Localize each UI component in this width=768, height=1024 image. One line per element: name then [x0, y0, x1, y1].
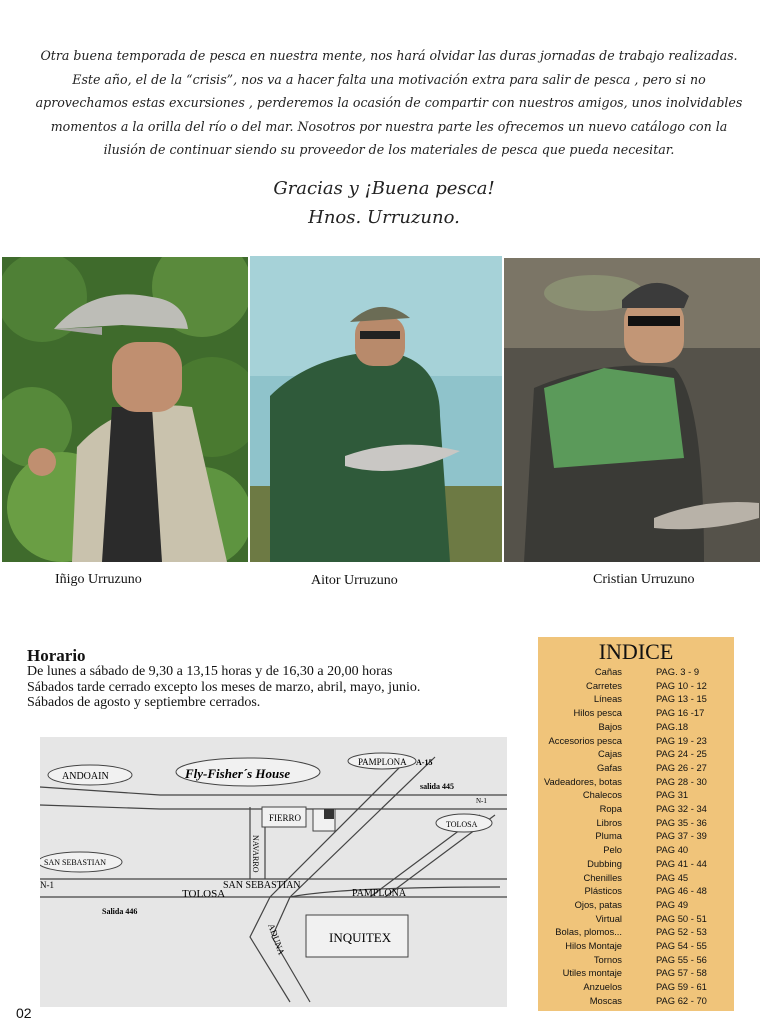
index-row — [538, 680, 734, 694]
index-row — [538, 940, 734, 954]
index-item-name: Chalecos — [582, 789, 622, 801]
index-row — [538, 872, 734, 886]
index-row — [538, 954, 734, 968]
map-aduna: ADUNA — [266, 922, 287, 957]
map-n1-right: N-1 — [476, 797, 487, 805]
page-number: 02 — [16, 1005, 32, 1021]
index-item-name: Libros — [596, 816, 622, 828]
horario-title: Horario — [27, 646, 86, 665]
index-row — [538, 762, 734, 776]
horario-line: Sábados de agosto y septiembre cerrados. — [27, 695, 261, 710]
index-row — [538, 666, 734, 680]
index-item-page: PAG 19 - 23 — [656, 734, 707, 746]
map-tolosa-right: TOLOSA — [446, 820, 478, 829]
index-item-name: Bolas, plomos... — [555, 926, 622, 938]
map-tolosa-road: TOLOSA — [182, 888, 226, 900]
signature: Hnos. Urruzuno. — [308, 207, 460, 228]
index-row — [538, 858, 734, 872]
photo-inigo — [2, 257, 248, 562]
index-item-page: PAG 10 - 12 — [656, 679, 707, 691]
index-item-page: PAG 40 — [656, 844, 689, 856]
map-n1-left: N-1 — [40, 880, 54, 890]
index-item-name: Ropa — [599, 803, 622, 814]
index-row — [538, 981, 734, 995]
index-item-name: Accesorios pesca — [548, 734, 622, 746]
index-row — [538, 926, 734, 940]
intro-line: Otra buena temporada de pesca en nuestra mente, nos hará olvidar las duras jornadas de trabajo realizadas. — [40, 48, 738, 63]
index-row — [538, 899, 734, 913]
index-row — [538, 707, 734, 721]
map-fierro: FIERRO — [269, 813, 302, 823]
index-row — [538, 885, 734, 899]
index-item-page: PAG 37 - 39 — [656, 830, 707, 842]
index-box — [538, 637, 734, 1011]
map-pamplona-top: PAMPLONA — [358, 757, 407, 767]
index-item-name: Bajos — [598, 720, 622, 732]
intro-paragraph — [30, 44, 748, 162]
index-item-page: PAG 45 — [656, 871, 689, 883]
index-item-name: Carretes — [586, 679, 622, 691]
index-row — [538, 830, 734, 844]
index-item-name: Chenilles — [583, 871, 622, 883]
index-item-name: Hilos pesca — [573, 707, 622, 719]
map-san-sebastian-left: SAN SEBASTIAN — [44, 858, 107, 867]
map-navarro: NAVARRO — [251, 835, 260, 873]
index-row — [538, 693, 734, 707]
index-item-name: Hilos Montaje — [565, 940, 622, 951]
index-item-page: PAG 55 - 56 — [656, 953, 707, 965]
index-row — [538, 913, 734, 927]
index-item-name: Vadeadores, botas — [543, 775, 622, 787]
index-item-page: PAG 24 - 25 — [656, 748, 707, 760]
index-row — [538, 735, 734, 749]
index-row — [538, 748, 734, 762]
index-item-name: Moscas — [589, 994, 622, 1006]
map-san-sebastian-road: SAN SEBASTIAN — [223, 880, 301, 891]
index-item-page: PAG 46 - 48 — [656, 885, 707, 897]
caption-cristian: Cristian Urruzuno — [593, 572, 695, 587]
index-item-name: Pluma — [595, 830, 622, 842]
intro-line: aprovechamos estas excursiones , perderemos la ocasión de compartir con nuestros amigos, unos inolvidables — [35, 95, 743, 110]
map-a15: A-15 — [416, 758, 433, 767]
index-item-page: PAG 52 - 53 — [656, 926, 707, 938]
index-title: INDICE — [598, 639, 674, 664]
index-item-name: Utiles montaje — [562, 967, 622, 979]
index-row — [538, 803, 734, 817]
index-item-page: PAG.18 — [656, 720, 689, 732]
index-item-name: Pelo — [603, 844, 622, 856]
map-salida446: Salida 446 — [102, 907, 138, 916]
map-inquitex: INQUITEX — [329, 930, 392, 945]
index-item-page: PAG 50 - 51 — [656, 912, 707, 924]
index-item-name: Anzuelos — [583, 981, 622, 993]
index-item-page: PAG 54 - 55 — [656, 940, 707, 951]
index-item-name: Plásticos — [584, 885, 622, 897]
index-row — [538, 967, 734, 981]
index-row — [538, 789, 734, 803]
index-item-name: Cañas — [594, 666, 622, 677]
intro-line: Este año, el de la “crisis”, nos va a hacer falta una motivación extra para salir de pesca , pero si no — [72, 71, 706, 87]
index-item-name: Ojos, patas — [574, 898, 622, 910]
index-item-page: PAG 28 - 30 — [656, 775, 707, 787]
index-item-page: PAG 26 - 27 — [656, 761, 707, 773]
index-row — [538, 844, 734, 858]
photo-aitor — [250, 256, 502, 562]
index-row — [538, 776, 734, 790]
caption-aitor: Aitor Urruzuno — [311, 573, 398, 588]
map-andoain: ANDOAIN — [62, 771, 109, 782]
index-item-name: Gafas — [596, 761, 622, 773]
index-item-name: Líneas — [593, 693, 622, 705]
index-row — [538, 721, 734, 735]
thanks-line: Gracias y ¡Buena pesca! — [273, 178, 495, 199]
caption-inigo: Iñigo Urruzuno — [55, 572, 142, 587]
index-item-page: PAG 49 — [656, 898, 689, 910]
photo-cristian — [504, 258, 760, 562]
index-item-page: PAG 13 - 15 — [656, 693, 707, 705]
index-item-name: Virtual — [595, 912, 622, 924]
index-item-name: Cajas — [598, 748, 622, 760]
index-row — [538, 817, 734, 831]
index-item-page: PAG 31 — [656, 789, 689, 801]
index-item-page: PAG 62 - 70 — [656, 994, 707, 1006]
index-item-page: PAG 59 - 61 — [656, 981, 707, 993]
horario-line: Sábados tarde cerrado excepto los meses de marzo, abril, mayo, junio. — [27, 680, 421, 695]
location-map — [40, 737, 507, 1007]
index-item-page: PAG 35 - 36 — [656, 816, 707, 828]
intro-line: ilusión de continuar siendo su proveedor de los materiales de pesca que pueda necesitar. — [103, 142, 675, 157]
index-item-page: PAG 16 -17 — [656, 707, 705, 719]
index-item-page: PAG 41 - 44 — [656, 857, 707, 869]
map-salida445: salida 445 — [420, 782, 455, 791]
index-item-page: PAG 32 - 34 — [656, 803, 707, 814]
map-shop: Fly-Fisher´s House — [185, 766, 291, 781]
map-pamplona-road: PAMPLONA — [352, 888, 407, 899]
index-item-name: Tornos — [593, 953, 622, 965]
index-item-page: PAG 57 - 58 — [656, 967, 707, 979]
horario-line: De lunes a sábado de 9,30 a 13,15 horas y de 16,30 a 20,00 horas — [27, 664, 393, 679]
index-item-page: PAG. 3 - 9 — [656, 666, 700, 677]
intro-line: momentos a la orilla del río o del mar. Nosotros por nuestra parte les ofrecemos un nuevo catálogo con la — [50, 118, 728, 134]
index-row — [538, 995, 734, 1009]
index-item-name: Dubbing — [587, 857, 622, 869]
